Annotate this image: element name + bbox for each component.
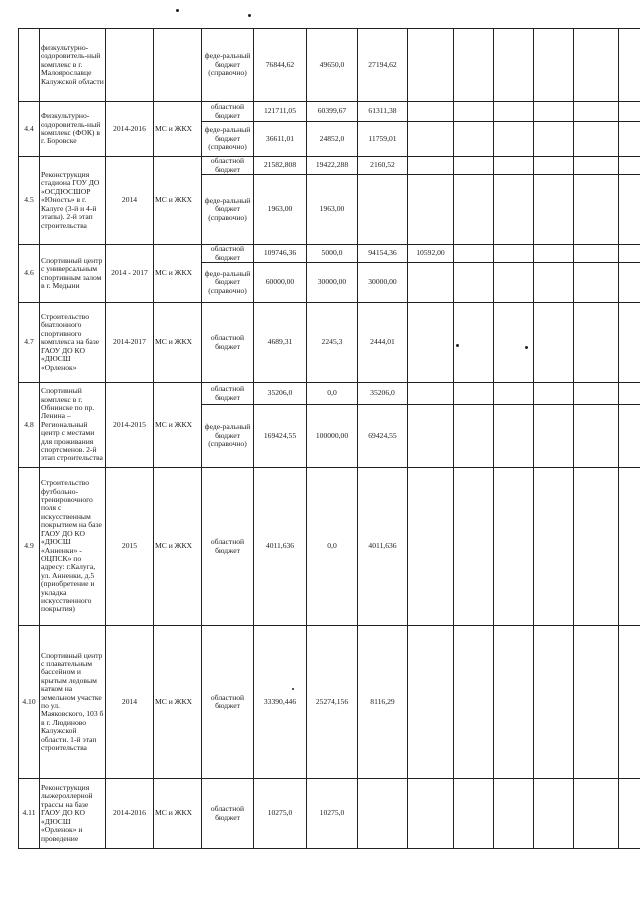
item-number [19, 29, 40, 102]
empty-cell [619, 157, 640, 175]
item-period: 2014-2016 [106, 102, 154, 157]
empty-cell [454, 303, 494, 383]
empty-cell [494, 122, 534, 157]
empty-cell [534, 626, 574, 779]
empty-cell [494, 175, 534, 245]
empty-cell [574, 383, 619, 405]
amount-year-2: 27194,62 [358, 29, 408, 102]
empty-cell [619, 245, 640, 263]
funding-source: областной бюджет [202, 303, 254, 383]
empty-cell [534, 122, 574, 157]
funding-source: областной бюджет [202, 245, 254, 263]
item-number: 4.5 [19, 157, 40, 245]
funding-source: феде-ральный бюджет (справочно) [202, 122, 254, 157]
item-executor: МС и ЖКХ [154, 383, 202, 468]
item-period: 2015 [106, 468, 154, 626]
table-row [19, 303, 640, 383]
funding-source: областной бюджет [202, 102, 254, 122]
empty-cell [534, 157, 574, 175]
funding-source: областной бюджет [202, 779, 254, 849]
table-row [19, 157, 640, 175]
amount-year-3 [408, 626, 454, 779]
empty-cell [619, 102, 640, 122]
amount-total: 76844,62 [254, 29, 307, 102]
item-period: 2014-2017 [106, 303, 154, 383]
empty-cell [454, 122, 494, 157]
funding-source: феде-ральный бюджет (справочно) [202, 405, 254, 468]
item-name: Строительство биатлонного спортивного комплекса на базе ГАОУ ДО КО «ДЮСШ «Орленок» [40, 303, 106, 383]
item-executor: МС и ЖКХ [154, 303, 202, 383]
amount-year-3 [408, 468, 454, 626]
amount-total: 121711,05 [254, 102, 307, 122]
empty-cell [454, 468, 494, 626]
amount-year-2: 61311,38 [358, 102, 408, 122]
empty-cell [574, 122, 619, 157]
empty-cell [534, 383, 574, 405]
table-row [19, 383, 640, 405]
funding-source: феде-ральный бюджет (справочно) [202, 263, 254, 303]
funding-source: феде-ральный бюджет (справочно) [202, 29, 254, 102]
item-number: 4.9 [19, 468, 40, 626]
empty-cell [454, 405, 494, 468]
empty-cell [574, 29, 619, 102]
amount-year-1: 100000,00 [307, 405, 358, 468]
empty-cell [574, 102, 619, 122]
item-number: 4.8 [19, 383, 40, 468]
table-row [19, 102, 640, 122]
amount-total: 4011,636 [254, 468, 307, 626]
empty-cell [619, 303, 640, 383]
amount-year-1: 24852,0 [307, 122, 358, 157]
amount-year-1: 10275,0 [307, 779, 358, 849]
item-name: Спортивный комплекс в г. Обнинске по пр. Ленина – Региональный центр с местами для проживания спортсменов. 2-й этап строительства [40, 383, 106, 468]
item-executor: МС и ЖКХ [154, 245, 202, 303]
item-number: 4.6 [19, 245, 40, 303]
amount-year-3 [408, 383, 454, 405]
amount-year-2: 94154,36 [358, 245, 408, 263]
amount-year-2: 2160,52 [358, 157, 408, 175]
empty-cell [534, 303, 574, 383]
empty-cell [454, 245, 494, 263]
table-row [19, 468, 640, 626]
empty-cell [494, 245, 534, 263]
empty-cell [619, 263, 640, 303]
empty-cell [534, 779, 574, 849]
empty-cell [494, 779, 534, 849]
amount-total: 21582,808 [254, 157, 307, 175]
amount-year-1: 60399,67 [307, 102, 358, 122]
empty-cell [574, 468, 619, 626]
amount-year-2: 4011,636 [358, 468, 408, 626]
empty-cell [454, 383, 494, 405]
empty-cell [534, 175, 574, 245]
empty-cell [574, 245, 619, 263]
amount-year-1: 0,0 [307, 468, 358, 626]
amount-year-2: 8116,29 [358, 626, 408, 779]
table-row [19, 779, 640, 849]
amount-total: 36611,01 [254, 122, 307, 157]
item-executor [154, 29, 202, 102]
empty-cell [619, 779, 640, 849]
empty-cell [494, 263, 534, 303]
empty-cell [494, 157, 534, 175]
amount-total: 10275,0 [254, 779, 307, 849]
item-period: 2014-2015 [106, 383, 154, 468]
amount-year-2: 11759,01 [358, 122, 408, 157]
empty-cell [534, 468, 574, 626]
amount-year-3 [408, 405, 454, 468]
funding-source: феде-ральный бюджет (справочно) [202, 175, 254, 245]
funding-source: областной бюджет [202, 468, 254, 626]
amount-year-3 [408, 303, 454, 383]
empty-cell [534, 245, 574, 263]
funding-source: областной бюджет [202, 157, 254, 175]
amount-year-2: 69424,55 [358, 405, 408, 468]
item-name: Физкультурно-оздоровитель-ный комплекс (ФОК) в г. Боровске [40, 102, 106, 157]
item-executor: МС и ЖКХ [154, 157, 202, 245]
table-row [19, 245, 640, 263]
empty-cell [534, 29, 574, 102]
amount-year-3 [408, 157, 454, 175]
empty-cell [534, 102, 574, 122]
amount-total: 4689,31 [254, 303, 307, 383]
amount-total: 33390,446 [254, 626, 307, 779]
scan-speck [292, 688, 294, 690]
table-row [19, 29, 640, 102]
empty-cell [494, 29, 534, 102]
item-executor: МС и ЖКХ [154, 626, 202, 779]
empty-cell [494, 468, 534, 626]
amount-year-3 [408, 122, 454, 157]
empty-cell [574, 303, 619, 383]
scan-speck [176, 9, 179, 12]
item-period: 2014-2016 [106, 779, 154, 849]
item-period [106, 29, 154, 102]
amount-total: 109746,36 [254, 245, 307, 263]
empty-cell [574, 626, 619, 779]
budget-table [18, 28, 640, 849]
item-name: Реконструкция стадиона ГОУ ДО «ОСДЮСШОР «Юность» в г. Калуге (3-й и 4-й этапы). 2-й этап строительства [40, 157, 106, 245]
amount-year-2: 35206,0 [358, 383, 408, 405]
empty-cell [454, 263, 494, 303]
amount-year-1: 30000,00 [307, 263, 358, 303]
scan-speck [456, 344, 459, 347]
empty-cell [454, 175, 494, 245]
amount-year-1: 49650,0 [307, 29, 358, 102]
item-executor: МС и ЖКХ [154, 779, 202, 849]
item-number: 4.10 [19, 626, 40, 779]
item-number: 4.4 [19, 102, 40, 157]
item-period: 2014 - 2017 [106, 245, 154, 303]
table-row [19, 626, 640, 779]
item-period: 2014 [106, 626, 154, 779]
item-name: Строительство футбольно-тренировочного поля с искусственным покрытием на базе ГАОУ ДО КО «ДЮСШ «Анненки» - ОЦПСК» по адресу: г.Калуга, ул. Анненки, д.5 (приобретение и укладка искусственного покрытия) [40, 468, 106, 626]
item-number: 4.7 [19, 303, 40, 383]
item-name: физкультурно-оздоровитель-ный комплекс в г. Малоярославце Калужской области [40, 29, 106, 102]
item-name: Реконструкция лыжероллерной трассы на базе ГАОУ ДО КО «ДЮСШ «Орленок» и проведение [40, 779, 106, 849]
amount-year-3 [408, 263, 454, 303]
empty-cell [574, 263, 619, 303]
program-table-page [18, 28, 620, 849]
empty-cell [494, 405, 534, 468]
scan-speck [525, 346, 528, 349]
item-name: Спортивный центр с универсальным спортивным залом в г. Медыни [40, 245, 106, 303]
amount-year-2 [358, 175, 408, 245]
item-executor: МС и ЖКХ [154, 468, 202, 626]
empty-cell [619, 468, 640, 626]
empty-cell [454, 29, 494, 102]
empty-cell [574, 175, 619, 245]
amount-year-1: 5000,0 [307, 245, 358, 263]
amount-year-1: 1963,00 [307, 175, 358, 245]
amount-year-1: 25274,156 [307, 626, 358, 779]
empty-cell [454, 626, 494, 779]
funding-source: областной бюджет [202, 383, 254, 405]
amount-year-3 [408, 29, 454, 102]
empty-cell [534, 405, 574, 468]
funding-source: областной бюджет [202, 626, 254, 779]
item-number: 4.11 [19, 779, 40, 849]
item-period: 2014 [106, 157, 154, 245]
amount-year-1: 2245,3 [307, 303, 358, 383]
empty-cell [574, 405, 619, 468]
empty-cell [454, 779, 494, 849]
item-executor: МС и ЖКХ [154, 102, 202, 157]
empty-cell [619, 383, 640, 405]
empty-cell [619, 29, 640, 102]
empty-cell [619, 405, 640, 468]
empty-cell [619, 626, 640, 779]
amount-total: 169424,55 [254, 405, 307, 468]
item-name: Спортивный центр с плавательным бассейном и крытым ледовым катком на земельном участке по ул. Маяковского, 103 б в г. Людиново Калужской области. 1-й этап строительства [40, 626, 106, 779]
amount-total: 35206,0 [254, 383, 307, 405]
amount-year-2: 30000,00 [358, 263, 408, 303]
amount-year-3 [408, 779, 454, 849]
empty-cell [494, 102, 534, 122]
amount-year-3 [408, 175, 454, 245]
empty-cell [494, 626, 534, 779]
empty-cell [454, 157, 494, 175]
amount-year-1: 0,0 [307, 383, 358, 405]
amount-year-3 [408, 102, 454, 122]
empty-cell [619, 175, 640, 245]
empty-cell [494, 383, 534, 405]
amount-total: 60000,00 [254, 263, 307, 303]
amount-year-2: 2444,01 [358, 303, 408, 383]
empty-cell [619, 122, 640, 157]
empty-cell [534, 263, 574, 303]
empty-cell [494, 303, 534, 383]
empty-cell [574, 157, 619, 175]
amount-year-2 [358, 779, 408, 849]
amount-year-1: 19422,288 [307, 157, 358, 175]
amount-year-3: 10592,00 [408, 245, 454, 263]
scan-speck [248, 14, 251, 17]
amount-total: 1963,00 [254, 175, 307, 245]
empty-cell [454, 102, 494, 122]
empty-cell [574, 779, 619, 849]
